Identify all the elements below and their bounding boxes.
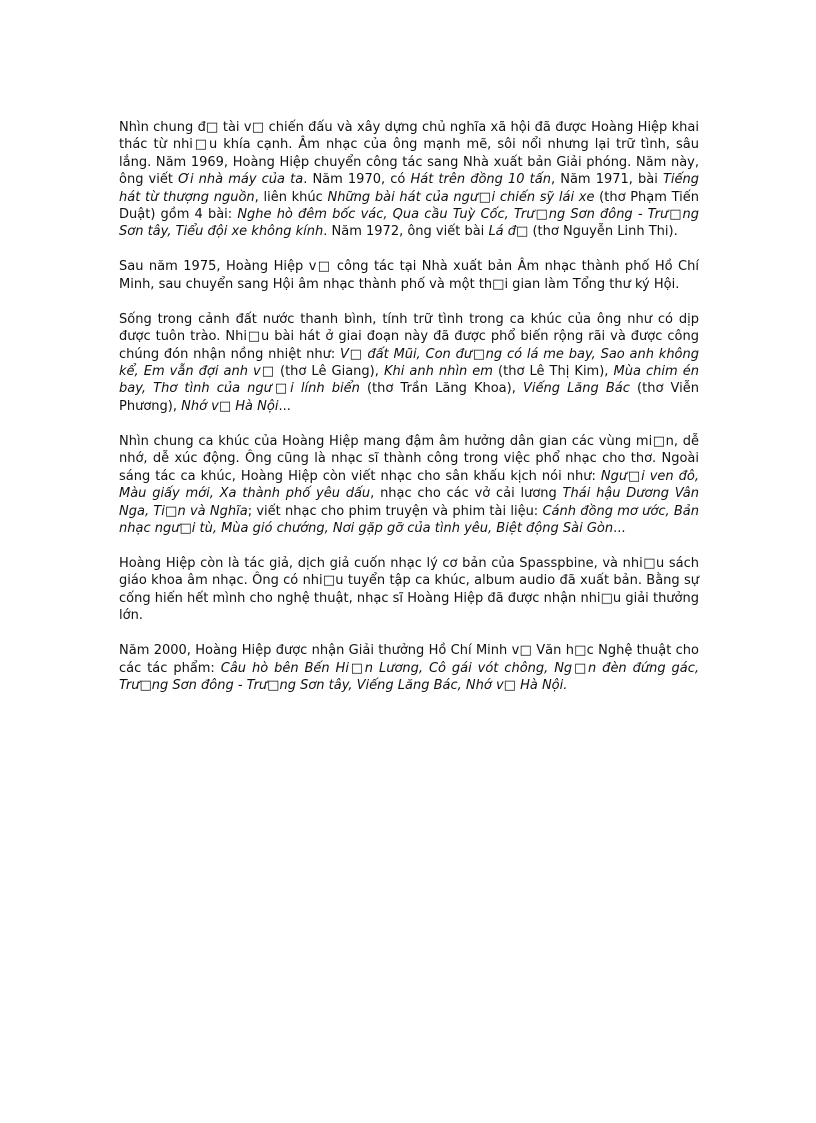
song-title: Mùa chim én bay, Thơ tình của ngư□i lính biển [119, 364, 699, 397]
text-run: (thơ Lê Thị Kim), [492, 364, 614, 380]
text-run: . Năm 1972, ông viết bài [323, 224, 489, 240]
text-run: (thơ Lê Giang), [274, 364, 384, 380]
paragraph-1 [119, 119, 699, 241]
text-run: (thơ Trần Lăng Khoa), [359, 381, 523, 397]
text-run: . Năm 1970, có [303, 172, 411, 188]
text-run: Nhìn chung ca khúc của Hoàng Hiệp mang đậm âm hưởng dân gian các vùng mi□n, dễ nhớ, dễ xúc động. Ông cũng là nhạc sĩ thành công trong việc phổ nhạc cho thơ. Ngoài sáng tác ca khúc, Hoàng Hiệp còn viết nhạc cho sân khấu kịch nói như: [119, 433, 699, 484]
song-title: V□ đất Mũi, Con đư□ng có lá me bay, Sao anh không kể, Em vẫn đợi anh v□ [119, 346, 700, 380]
paragraph-5 [119, 555, 699, 625]
text-run: Sống trong cảnh đất nước thanh bình, tính trữ tình trong ca khúc của ông như có dịp được tuôn trào. Nhi□u bài hát ở giai đoạn này đã được phổ biến rộng rãi và được công chúng đón nhận nồng nhiệt như: [119, 311, 699, 362]
text-run: Nhìn chung đ□ tài v□ chiến đấu và xây dựng chủ nghĩa xã hội đã được Hoàng Hiệp khai thác từ nhi□u khía cạnh. Âm nhạc của ông mạnh mẽ, sôi nổi nhưng lại trữ tình, sâu lắng. Năm 1969, Hoàng Hiệp chuyển công tác sang Nhà xuất bản Giải phóng. Năm này, ông viết [119, 120, 699, 188]
text-run: ... [613, 520, 626, 536]
text-run: (thơ Phạm Tiến Duật) gồm 4 bài: [119, 189, 699, 223]
text-run: ... [278, 398, 291, 414]
work-title: Ngư□i ven đô, Màu giấy mới, Xa thành phố yêu dấu [119, 468, 699, 502]
song-title: Lá đ□ [488, 224, 529, 240]
song-title: Ơi nhà máy của ta [178, 172, 304, 188]
paragraph-2 [119, 258, 699, 293]
song-title: Nghe hò đêm bốc vác, Qua cầu Tuỳ Cốc, Trư□ng Sơn đông - Trư□ng Sơn tây, Tiểu đội xe không kính [119, 207, 699, 240]
text-run: Hoàng Hiệp còn là tác giả, dịch giả cuốn nhạc lý cơ bản của Spasspbine, và nhi□u sách giáo khoa âm nhạc. Ông có nhi□u tuyển tập ca khúc, album audio đã xuất bản. Bằng sự cống hiến hết mình cho nghệ thuật, nhạc sĩ Hoàng Hiệp đã được nhận nhi□u giải thưởng lớn. [119, 555, 699, 624]
song-title: Viếng Lăng Bác [522, 381, 630, 397]
text-run: (thơ Nguyễn Linh Thi). [528, 224, 678, 240]
text-run: , Năm 1971, bài [550, 172, 663, 188]
document-body [119, 119, 699, 712]
song-title: Những bài hát của ngư□i chiến sỹ lái xe [327, 189, 595, 205]
work-title: Thái hậu Dương Vân Nga, Ti□n và Nghĩa [119, 486, 700, 519]
paragraph-4 [119, 433, 699, 537]
song-title: Khi anh nhìn em [383, 364, 493, 380]
work-title: Cánh đồng mơ ước, Bản nhạc ngư□i tù, Mùa gió chướng, Nơi gặp gỡ của tình yêu, Biệt động Sài Gòn [119, 503, 699, 536]
work-title: Câu hò bên Bến Hi□n Lương, Cô gái vót chông, Ng□n đèn đứng gác, Trư□ng Sơn đông - Trư□ng Sơn tây, Viếng Lăng Bác, Nhớ v□ Hà Nội. [119, 660, 699, 693]
text-run: , liên khúc [254, 189, 328, 205]
song-title: Hát trên đồng 10 tấn [410, 172, 551, 188]
song-title: Tiếng hát từ thượng nguồn [119, 172, 700, 205]
song-title: Nhớ v□ Hà Nội [181, 398, 279, 414]
text-run: , nhạc cho các vở cải lương [370, 486, 563, 502]
text-run: Sau năm 1975, Hoàng Hiệp v□ công tác tại Nhà xuất bản Âm nhạc thành phố Hồ Chí Minh, sau chuyển sang Hội âm nhạc thành phố và một th□i gian làm Tổng thư ký Hội. [119, 259, 699, 292]
text-run: (thơ Viễn Phương), [119, 381, 699, 414]
text-run: Năm 2000, Hoàng Hiệp được nhận Giải thưởng Hồ Chí Minh v□ Văn h□c Nghệ thuật cho các tác phẩm: [119, 643, 699, 676]
paragraph-3 [119, 311, 699, 415]
paragraph-6 [119, 642, 699, 694]
text-run: ; viết nhạc cho phim truyện và phim tài liệu: [247, 503, 543, 519]
